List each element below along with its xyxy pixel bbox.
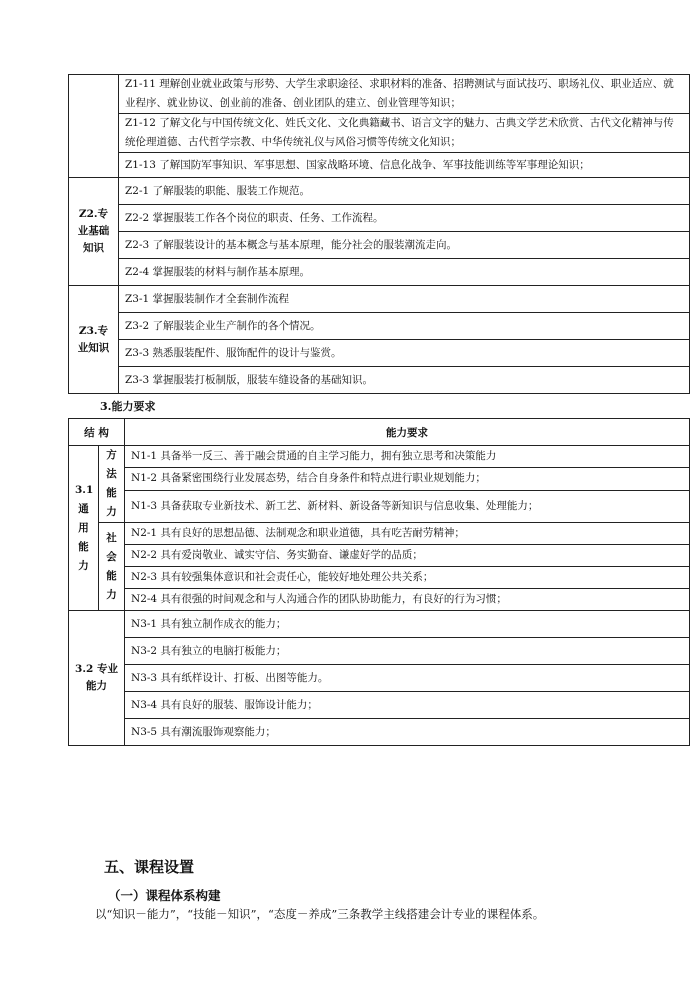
table-row [69,545,690,567]
z2-category-label: Z2.专业基础知识 [69,178,119,286]
knowledge-table [68,74,690,394]
table-row [69,589,690,611]
section-3-label: 3.能力要求 [100,400,156,413]
z3-1-text: Z3-1 掌握服装制作才全套制作流程 [119,286,690,313]
table-row [69,232,690,259]
z1-12-text: Z1-12 了解文化与中国传统文化、姓氏文化、文化典籍藏书、语言文字的魅力、古典文学艺术欣赏、古代文化精神与传统伦理道德、古代哲学宗教、中华传统礼仪与风俗习惯等传统文化知识； [119,114,690,153]
table-row [69,313,690,340]
z1-category-cell [69,75,119,178]
table-row [69,611,690,638]
n3-1-text: N3-1 具有独立制作成衣的能力； [125,611,690,638]
z2-4-text: Z2-4 掌握服装的材料与制作基本原理。 [119,259,690,286]
n3-5-text: N3-5 具有潮流服饰观察能力； [125,719,690,746]
general-ability-label: 3.1 通用能力 [69,446,99,611]
table-row [69,367,690,394]
z3-4-text: Z3-3 掌握服装打板制版，服装车缝设备的基础知识。 [119,367,690,394]
table-row [69,205,690,232]
n3-3-text: N3-3 具有纸样设计、打板、出图等能力。 [125,665,690,692]
social-ability-label: 社会能力 [99,523,125,611]
n1-1-text: N1-1 具备举一反三、善于融会贯通的自主学习能力，拥有独立思考和决策能力 [125,446,690,468]
z2-2-text: Z2-2 掌握服装工作各个岗位的职责、任务、工作流程。 [119,205,690,232]
table-row [69,490,690,522]
n1-3-text: N1-3 具备获取专业新技术、新工艺、新材料、新设备等新知识与信息收集、处理能力； [125,490,690,522]
table-row [69,153,690,178]
table-row [69,75,690,114]
n2-2-text: N2-2 具有爱岗敬业、诚实守信、务实勤奋、谦虚好学的品质； [125,545,690,567]
body-paragraph: 以“知识－能力”，“技能－知识”，“态度－养成”三条教学主线搭建会计专业的课程体系。 [95,907,545,921]
z3-3-text: Z3-3 熟悉服装配件、服饰配件的设计与鉴赏。 [119,340,690,367]
table-row [69,638,690,665]
table-row [69,178,690,205]
section-5-heading: 五、课程设置 [104,858,195,876]
n3-2-text: N3-2 具有独立的电脑打板能力； [125,638,690,665]
z2-3-text: Z2-3 了解服装设计的基本概念与基本原理，能分社会的服装潮流走向。 [119,232,690,259]
table-row [69,259,690,286]
n1-2-text: N1-2 具备紧密围绕行业发展态势，结合自身条件和特点进行职业规划能力； [125,468,690,490]
table-row [69,719,690,746]
n2-4-text: N2-4 具有很强的时间观念和与人沟通合作的团队协助能力，有良好的行为习惯； [125,589,690,611]
z1-13-text: Z1-13 了解国防军事知识、军事思想、国家战略环境、信息化战争、军事技能训练等军事理论知识； [119,153,690,178]
n2-1-text: N2-1 具有良好的思想品德、法制观念和职业道德，具有吃苦耐劳精神； [125,523,690,545]
table-row [69,446,690,468]
subsection-heading: （一）课程体系构建 [108,888,221,903]
method-ability-label: 方法能力 [99,446,125,523]
table-row [69,523,690,545]
professional-ability-label: 3.2 专业能力 [69,611,125,746]
z3-category-label: Z3.专业知识 [69,286,119,394]
table-header-row [69,419,690,446]
header-ability: 能力要求 [125,419,690,446]
ability-table [68,418,690,746]
table-row [69,692,690,719]
n2-3-text: N2-3 具有较强集体意识和社会责任心，能较好地处理公共关系； [125,567,690,589]
table-row [69,468,690,490]
header-structure: 结 构 [69,419,125,446]
table-row [69,340,690,367]
table-row [69,567,690,589]
z2-1-text: Z2-1 了解服装的职能、服装工作规范。 [119,178,690,205]
z3-2-text: Z3-2 了解服装企业生产制作的各个情况。 [119,313,690,340]
table-row [69,114,690,153]
table-row [69,665,690,692]
n3-4-text: N3-4 具有良好的服装、服饰设计能力； [125,692,690,719]
z1-11-text: Z1-11 理解创业就业政策与形势、大学生求职途径、求职材料的准备、招聘测试与面试技巧、职场礼仪、职业适应、就业程序、就业协议、创业前的准备、创业团队的建立、创业管理等知识； [119,75,690,114]
table-row [69,286,690,313]
